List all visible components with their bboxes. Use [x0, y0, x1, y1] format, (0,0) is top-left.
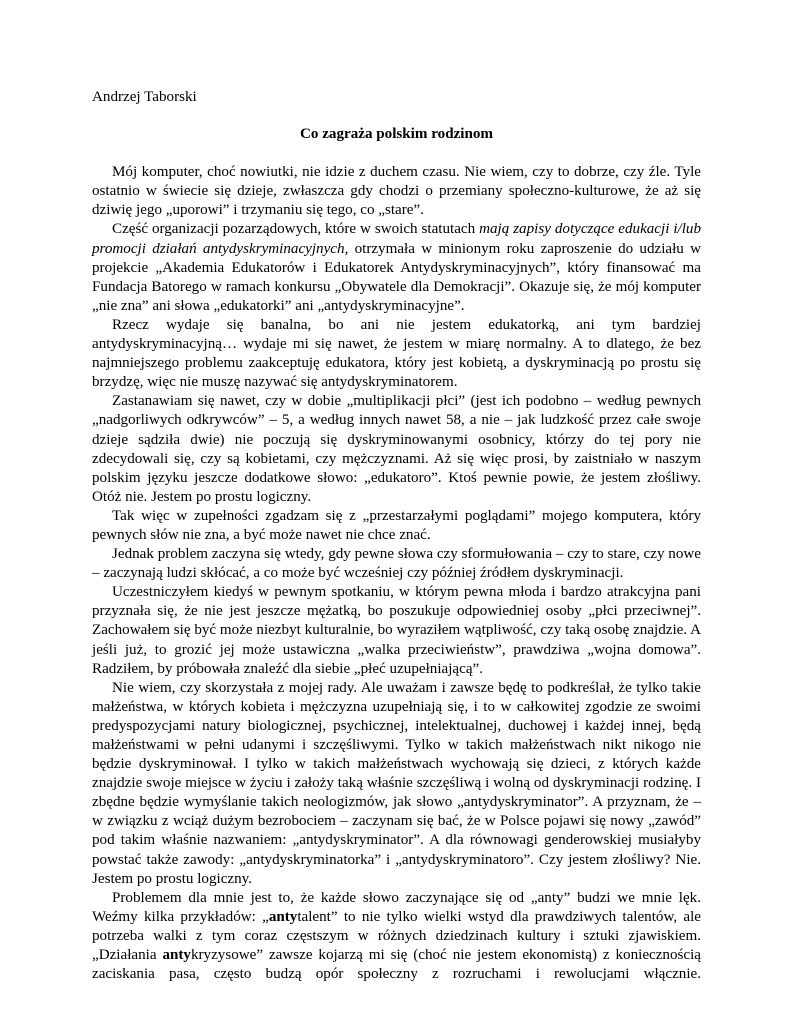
paragraph — [92, 220, 701, 315]
paragraph-text: Uczestniczyłem kiedyś w pewnym spotkaniu, w którym pewna młoda i bardzo atrakcyjna pani przyznała się, że nie jest jeszcze mężatką, bo poszukuje odpowiedniej osoby „płci przeciwnej”. Zachowałem się być może niezbyt kulturalnie, bo wyraziłem wątpliwość, czy taką osobę znajdzie. A jeśli już, to grozić jej może ustawiczna „walka przeciwieństw”, prawdziwa „wojna domowa”. Radziłem, by próbowała znaleźć dla siebie „płeć uzupełniającą”. — [92, 584, 701, 677]
paragraph — [92, 392, 701, 507]
paragraph — [92, 679, 701, 889]
bold-text: anty — [268, 908, 298, 925]
paragraph-text: Nie wiem, czy skorzystała z mojej rady. Ale uważam i zawsze będę to podkreślał, że tylko takie małżeństwa, w których kobieta i mężczyzna uzupełniają się, i to w całkowitej zgodzie ze swoimi predyspozycjami natury biologicznej, psychicznej, intelektualnej, duchowej i każdej innej, będą małżeństwami w pełni udanymi i szczęśliwymi. Tylko w takich małżeństwach nikt nikogo nie będzie dyskryminował. I tylko w takich małżeństwach wychowają się dzieci, z których każde znajdzie swoje miejsce w życiu i założy taką właśnie szczęśliwą i wolną od dyskryminacji rodzinę. I zbędne będzie wymyślanie takich neologizmów, jak słowo „antydyskryminator”. A przyznam, że – w związku z wciąż dużym bezrobociem – zaczynam się bać, że w Polsce pojawi się nowy „zawód” pod takim właśnie nazwaniem: „antydyskryminator”. A dla równowagi genderowskiej musiałyby powstać także zawody: „antydyskryminatorka” i „antydyskryminatoro”. Czy jestem złośliwy? Nie. Jestem po prostu logiczny. — [92, 679, 701, 887]
paragraph — [92, 507, 701, 545]
paragraph-text: Rzecz wydaje się banalna, bo ani nie jestem edukatorką, ani tym bardziej antydyskryminacyjną… wydaje mi się nawet, że jestem w miarę normalny. A to dlatego, że bez najmniejszego problemu zaakceptuję edukatora, który jest kobietą, a dyskryminacją po prostu się brzydzę, więc nie muszę nazywać się antydyskryminatorem. — [92, 316, 701, 391]
paragraph-text: , otrzymała w minionym roku zaproszenie do udziału w projekcie „Akademia Edukatorów i Edukatorek Antydyskryminacyjnych”, który finansować ma Fundacja Batorego w ramach konkursu „Obywatele dla Demokracji”. Okazuje się, że mój komputer „nie zna” ani słowa „edukatorki” ani „antydyskryminacyjne”. — [92, 240, 701, 314]
paragraph-text: Problemem dla mnie jest to, że każde słowo zaczynające się od „anty” budzi we mnie lęk. Weźmy kilka przykładów: „ — [92, 889, 701, 925]
paragraph — [92, 583, 701, 678]
document-title: Co zagraża polskim rodzinom — [300, 126, 493, 143]
paragraph-text: Zastanawiam się nawet, czy w dobie „multiplikacji płci” (jest ich podobno – według pewnych „nadgorliwych odkrywców” – 5, a według innych nawet 58, a nie – jak ludzkość przez całe swoje dzieje sądziła dwie) nie poczują się dyskryminowanymi osobnicy, którzy do tej pory nie zdecydowali się, czy są kobietami, czy mężczyznami. Aż się więc prosi, by zaistniało w naszym polskim języku jeszcze dodatkowe słowo: „edukatoro”. Ktoś pewnie powie, że jestem złośliwy. Otóż nie. Jestem po prostu logiczny. — [92, 393, 701, 505]
paragraph-text: Tak więc w zupełności zgadzam się z „przestarzałymi poglądami” mojego komputera, który pewnych słów nie zna, a być może nawet nie chce znać. — [92, 507, 701, 543]
document-page — [92, 88, 701, 984]
paragraph-text: Część organizacji pozarządowych, które w swoich statutach — [112, 221, 480, 238]
paragraph-text: kryzysowe” zawsze kojarzą mi się (choć nie jestem ekonomistą) z koniecznością zaciskania pasa, często budzą opór społeczny z rozruchami i rewolucjami włącznie. — [92, 947, 701, 983]
paragraph — [92, 545, 701, 583]
italic-text: mają zapisy dotyczące edukacji i/lub promocji działań antydyskryminacyjnych — [92, 221, 701, 257]
bold-text: anty — [162, 947, 191, 964]
document-body — [92, 163, 701, 984]
paragraph-text: Jednak problem zaczyna się wtedy, gdy pewne słowa czy sformułowania – czy to stare, czy nowe – zaczynają ludzi skłócać, a co może być wcześniej czy później źródłem dyskryminacji. — [92, 546, 701, 582]
author-name: Andrzej Taborski — [92, 89, 197, 105]
paragraph-text: Mój komputer, choć nowiutki, nie idzie z duchem czasu. Nie wiem, czy to dobrze, czy źle. Tyle ostatnio w świecie się dzieje, zwłaszcza gdy chodzi o przemiany społeczno-kulturowe, że aż się dziwię jego „uporowi” i trzymaniu się tego, co „stare”. — [92, 164, 701, 219]
paragraph — [92, 316, 701, 392]
paragraph — [92, 163, 701, 220]
paragraph — [92, 889, 701, 984]
paragraph-text: talent” to nie tylko wielki wstyd dla prawdziwych talentów, ale potrzeba walki z tym coraz częstszym w różnych dziedzinach kultury i sztuki zjawiskiem. „Działania — [92, 908, 701, 964]
